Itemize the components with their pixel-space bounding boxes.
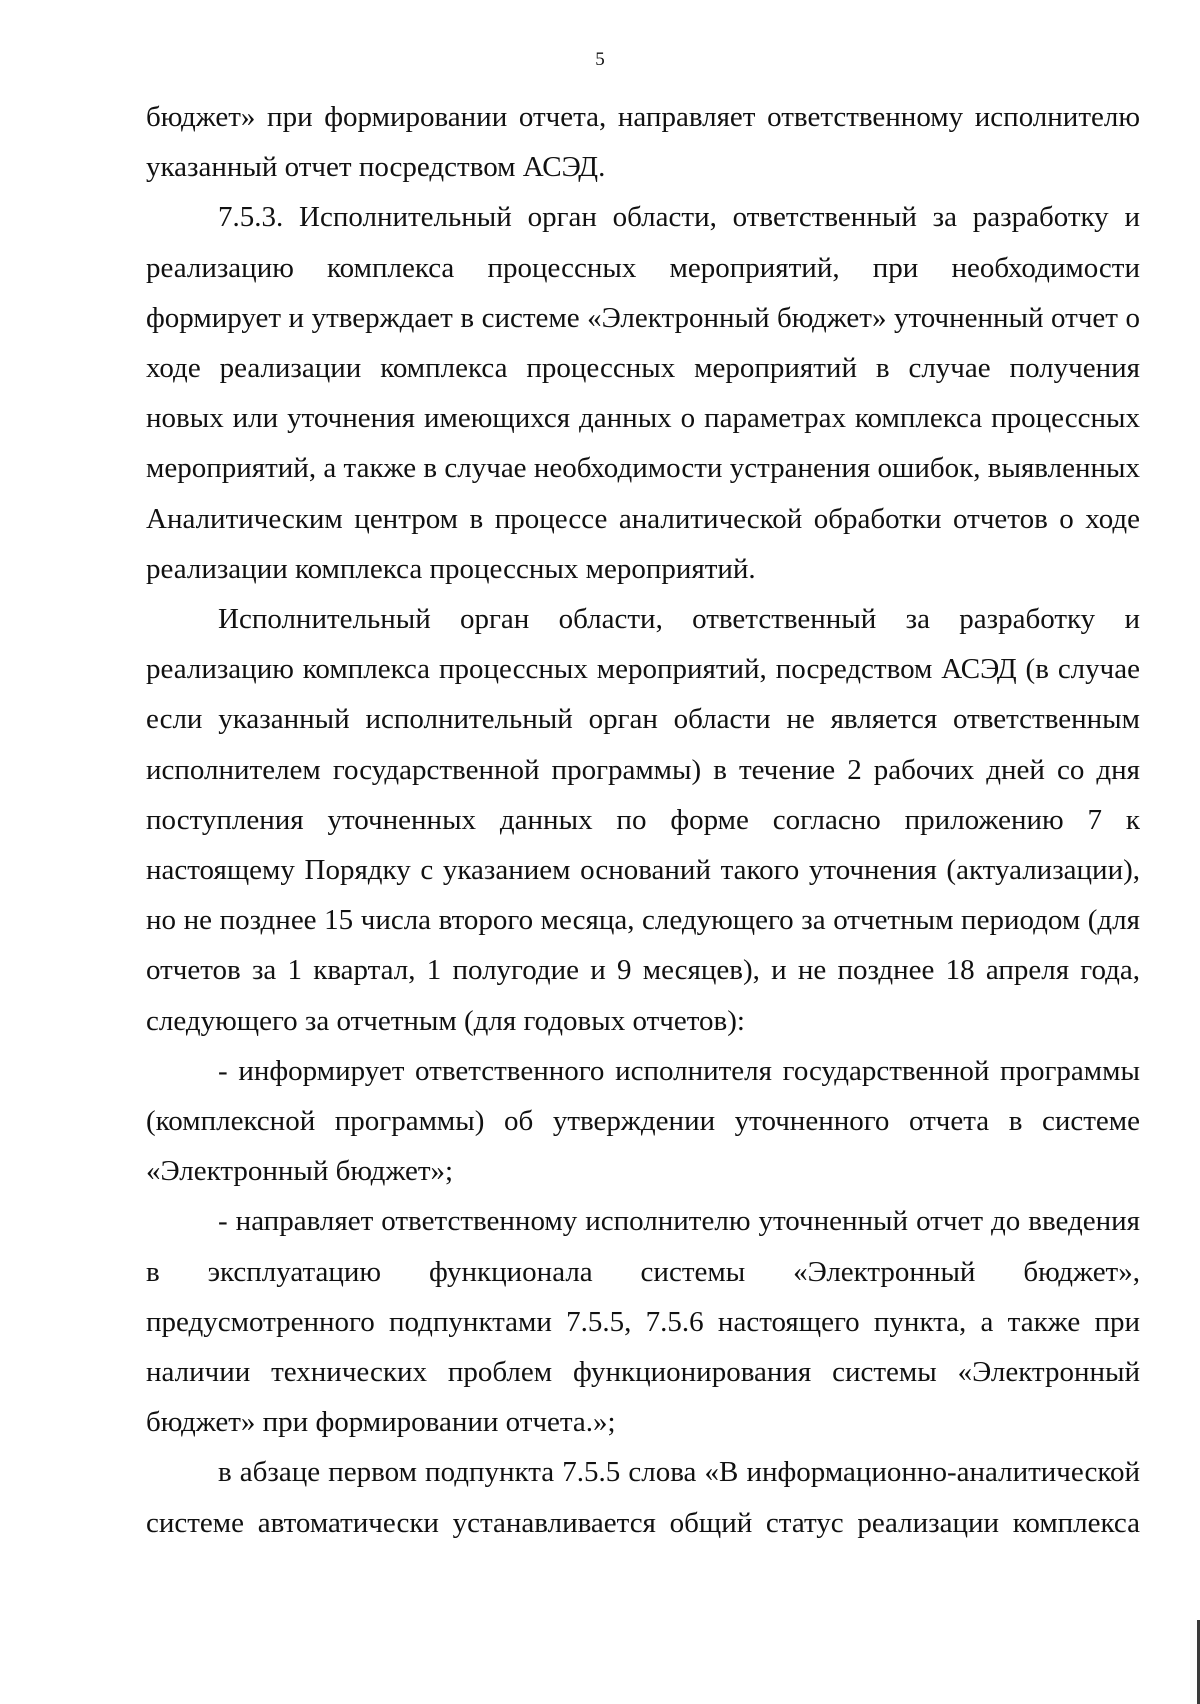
list-item-sends: - направляет ответственному исполнителю уточненный отчет до введения в эксплуатацию функционала системы «Электронный бюджет», предусмотренного подпунктами 7.5.5, 7.5.6 настоящего пункта, а также при наличии технических проблем функционирования системы «Электронный бюджет» при формировании отчета.»; (146, 1205, 1140, 1439)
page-number: 5 (595, 49, 605, 70)
document-body (146, 92, 1140, 1548)
list-item-informs: - информирует ответственного исполнителя государственной программы (комплексной программы) об утверждении уточненного отчета в системе «Электронный бюджет»; (146, 1054, 1140, 1188)
paragraph-continuation: бюджет» при формировании отчета, направляет ответственному исполнителю указанный отчет посредством АСЭД. (146, 101, 1140, 184)
paragraph-7-5-3: 7.5.3. Исполнительный орган области, ответственный за разработку и реализацию комплекса процессных мероприятий, при необходимости формирует и утверждает в системе «Электронный бюджет» уточненный отчет о ходе реализации комплекса процессных мероприятий в случае получения новых или уточнения имеющихся данных о параметрах комплекса процессных мероприятий, а также в случае необходимости устранения ошибок, выявленных Аналитическим центром в процессе аналитической обработки отчетов о ходе реализации комплекса процессных мероприятий. (146, 201, 1140, 585)
paragraph-executive-body: Исполнительный орган области, ответственный за разработку и реализацию комплекса процессных мероприятий, посредством АСЭД (в случае если указанный исполнительный орган области не является ответственным исполнителем государственной программы) в течение 2 рабочих дней со дня поступления уточненных данных по форме согласно приложению 7 к настоящему Порядку с указанием оснований такого уточнения (актуализации), но не позднее 15 числа второго месяца, следующего за отчетным периодом (для отчетов за 1 квартал, 1 полугодие и 9 месяцев), и не позднее 18 апреля года, следующего за отчетным (для годовых отчетов): (146, 603, 1140, 1037)
paragraph-amendment-7-5-5: в абзаце первом подпункта 7.5.5 слова «В информационно-аналитической системе автоматически устанавливается общий статус реализации комплекса (146, 1456, 1140, 1539)
